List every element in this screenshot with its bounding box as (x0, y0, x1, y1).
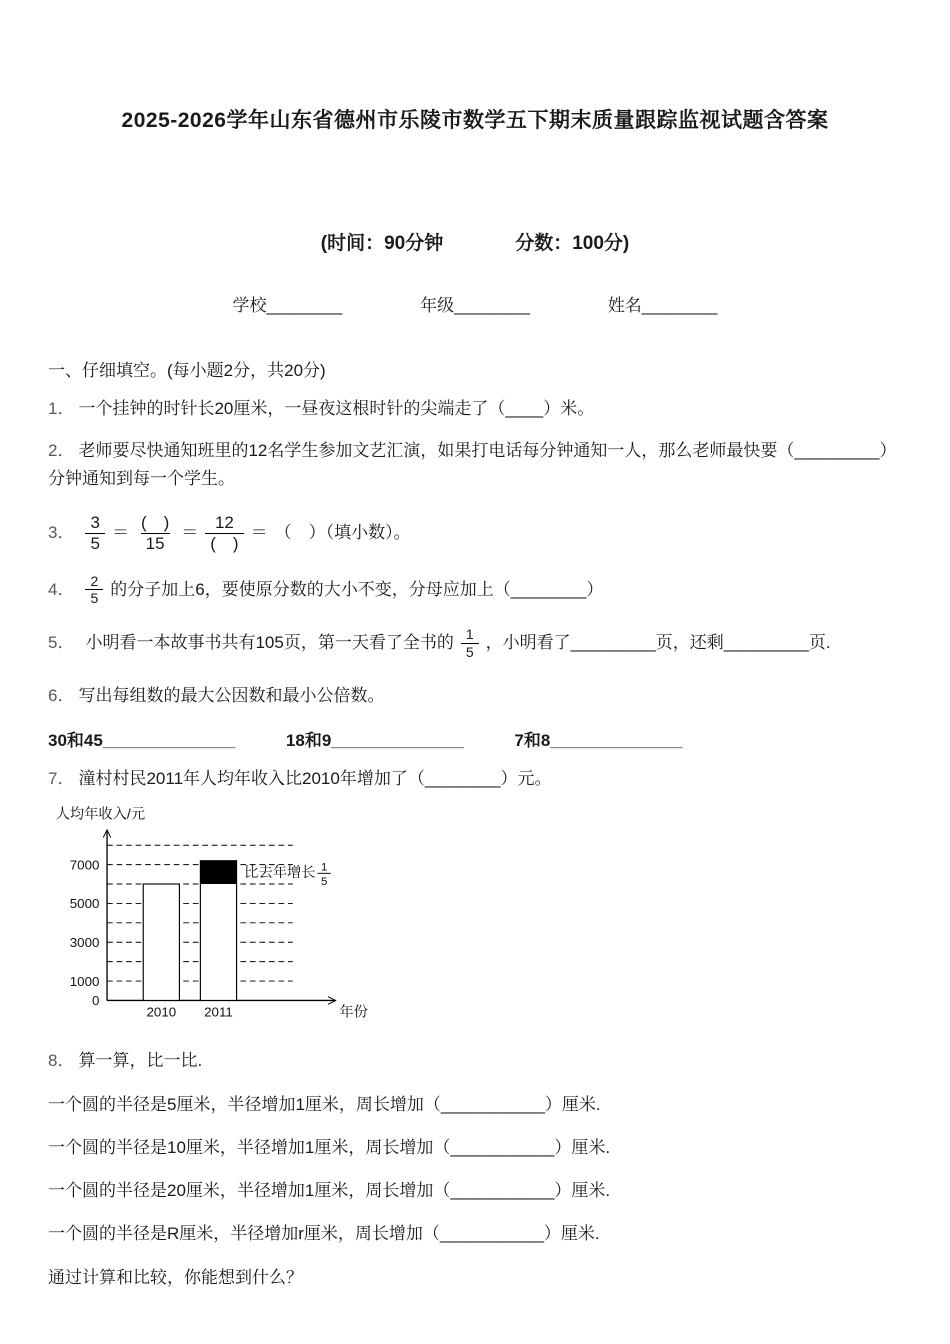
ytick-5000: 5000 (69, 895, 100, 911)
income-chart-svg (48, 805, 448, 1034)
school-field: 学校________ (232, 296, 343, 315)
income-bar-chart (48, 805, 902, 1039)
increase-fraction-denominator: 5 (321, 875, 328, 888)
ytick-7000: 7000 (69, 857, 100, 873)
question-2-number: 2． (48, 441, 75, 461)
question-4-text: 的分子加上6，要使原分数的大小不变，分母应加上（________） (110, 579, 604, 599)
page-title: 2025-2026学年山东省德州市乐陵市数学五下期末质量跟踪监视试题含答案 (121, 109, 829, 132)
xtick-2010: 2010 (146, 1004, 177, 1020)
question-5-text-pre: 小明看一本故事书共有105页，第一天看了全书的 (85, 632, 454, 652)
question-6-text: 写出每组数的最大公因数和最小公倍数。 (78, 685, 385, 705)
question-8-line-5: 通过计算和比较，你能想到什么？ (48, 1267, 303, 1287)
student-info-line (48, 291, 902, 316)
x-axis-title: 年份 (339, 1004, 368, 1021)
question-8-line-1: 一个圆的半径是5厘米，半径增加1厘米，周长增加（___________）厘米. (48, 1094, 601, 1114)
increase-fraction-numerator: 1 (321, 861, 328, 874)
question-8-line-2: 一个圆的半径是10厘米，半径增加1厘米，周长增加（___________）厘米. (48, 1137, 611, 1157)
fraction-numerator: 3 (90, 513, 100, 533)
fraction-numerator: 2 (90, 573, 99, 590)
question-5-text-post: ，小明看了_________页，还剩_________页. (485, 632, 831, 652)
question-8-line-4: 一个圆的半径是R厘米，半径增加r厘米，周长增加（___________）厘米. (48, 1224, 600, 1244)
fraction-denominator: 5 (85, 533, 104, 554)
y-axis-title: 人均年收入/元 (55, 806, 146, 823)
ytick-3000: 3000 (69, 934, 100, 950)
pair-18-9: 18和9______________ (285, 730, 464, 750)
question-7 (48, 765, 902, 793)
fraction-12-blank (205, 513, 243, 553)
question-2 (48, 437, 902, 493)
question-1-number: 1． (48, 399, 75, 418)
fraction-2-5 (85, 573, 103, 606)
pair-7-8: 7和8______________ (514, 730, 683, 750)
question-5-number: 5． (48, 632, 75, 652)
question-8-line-3: 一个圆的半径是20厘米，半径增加1厘米，周长增加（___________）厘米. (48, 1181, 611, 1201)
question-7-number: 7． (48, 768, 75, 788)
bar-2010 (143, 884, 179, 1000)
fraction-3-5 (85, 513, 104, 553)
pair-30-45: 30和45______________ (48, 730, 236, 750)
equals-sign: ＝ (111, 523, 129, 543)
fraction-numerator: 12 (214, 513, 234, 533)
fraction-1-5 (461, 626, 479, 659)
question-1-text: 一个挂钟的时针长20厘米，一昼夜这根时针的尖端走了（____）米。 (78, 399, 595, 418)
fraction-numerator: 1 (465, 626, 474, 643)
fraction-denominator: 5 (85, 589, 103, 606)
question-6-number: 6． (48, 685, 75, 705)
grade-field: 年级________ (420, 296, 530, 315)
question-2-text: 老师要尽快通知班里的12名学生参加文艺汇演，如果打电话每分钟通知一人，那么老师最快要（_________）分钟通知到每一个学生。 (48, 441, 897, 489)
question-7-text: 潼村村民2011年人均年收入比2010年增加了（________）元。 (78, 768, 552, 788)
question-5 (48, 626, 902, 659)
equals-sign: ＝ (181, 523, 199, 543)
fraction-numerator: ( ) (140, 513, 170, 533)
question-3 (48, 513, 902, 553)
question-3-tail: （ ）（填小数）。 (274, 523, 411, 543)
question-6-pairs (48, 726, 902, 751)
fraction-denominator: ( ) (205, 533, 243, 554)
ytick-0: 0 (92, 992, 100, 1008)
increase-segment (200, 860, 236, 883)
name-field: 姓名________ (607, 296, 718, 315)
question-4-number: 4． (48, 579, 75, 599)
xtick-2011: 2011 (204, 1004, 233, 1020)
section-heading: 一、仔细填空。(每小题2分，共20分) (48, 361, 326, 380)
increase-annotation: 比去年增长 (244, 864, 316, 881)
question-8-text: 算一算，比一比. (78, 1050, 203, 1070)
equals-sign: ＝ (250, 523, 268, 543)
question-3-number: 3． (48, 523, 75, 543)
fraction-denominator: 15 (141, 533, 170, 554)
question-1 (48, 395, 902, 423)
fraction-blank-15 (136, 513, 174, 553)
exam-meta (48, 228, 902, 255)
question-4 (48, 573, 902, 606)
question-6 (48, 682, 902, 710)
fraction-denominator: 5 (461, 643, 479, 660)
question-8 (48, 1047, 902, 1075)
ytick-1000: 1000 (69, 973, 100, 989)
question-8-number: 8． (48, 1050, 75, 1070)
exam-time: (时间：90分钟 (320, 233, 444, 254)
exam-score: 分数：100分) (515, 233, 630, 254)
